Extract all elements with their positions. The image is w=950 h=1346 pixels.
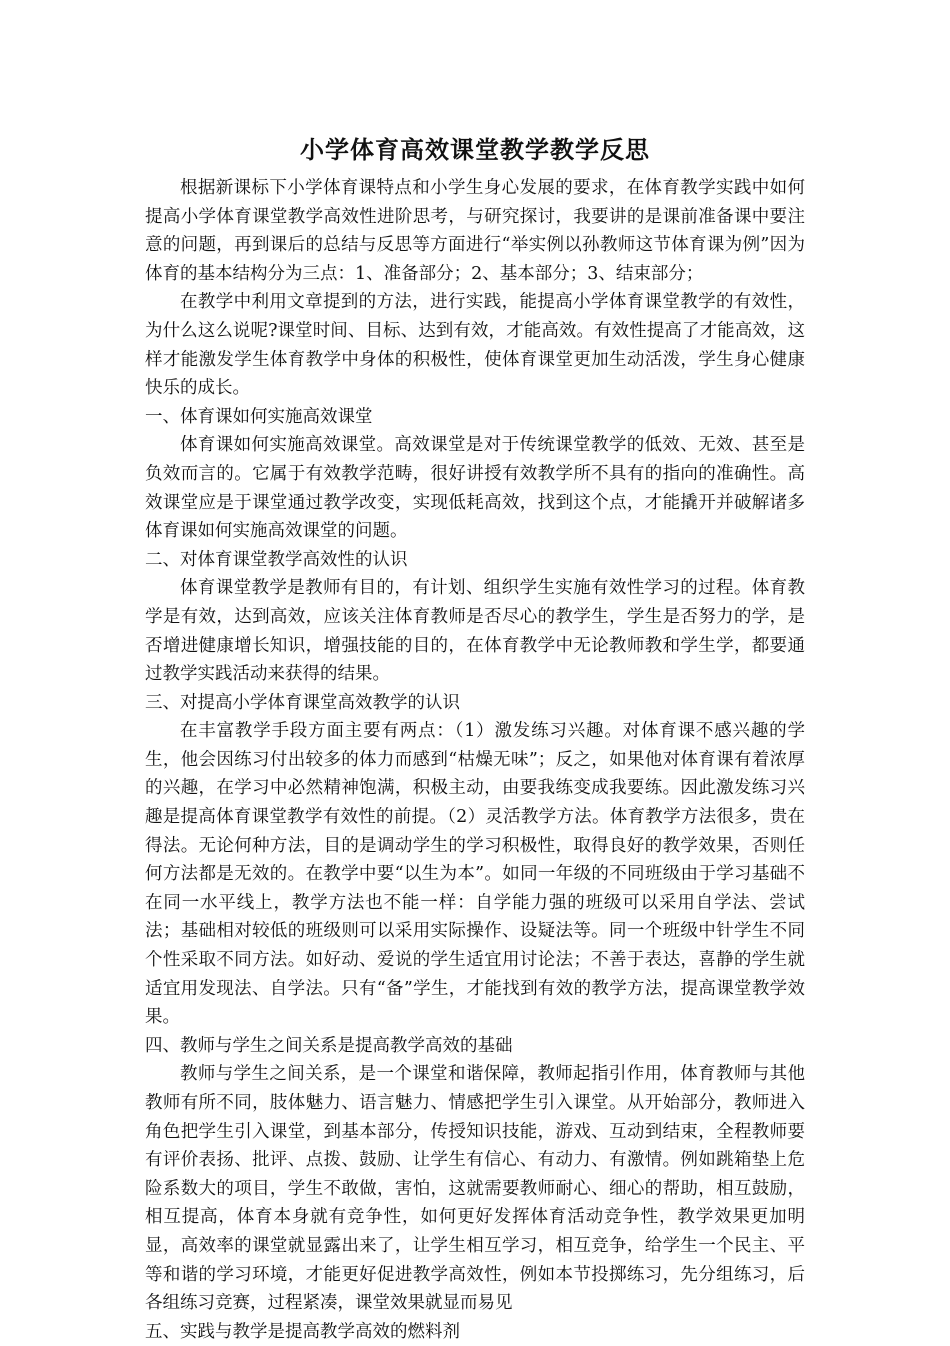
paragraph-section-3: 在丰富教学手段方面主要有两点：（1）激发练习兴趣。对体育课不感兴趣的学生，他会因练习付出较多的体力而感到“枯燥无味”；反之，如果他对体育课有着浓厚的兴趣，在学习中必然精神饱满，积极主动，由要我练变成我要练。因此激发练习兴趣是提高体育课堂教学有效性的前提。（2）灵活教学方法。体育教学方法很多，贵在得法。无论何种方法，目的是调动学生的学习积极性，取得良好的教学效果，否则任何方法都是无效的。在教学中要“以生为本”。如同一年级的不同班级由于学习基础不在同一水平线上，教学方法也不能一样：自学能力强的班级可以采用自学法、尝试法；基础相对较低的班级则可以采用实际操作、设疑法等。同一个班级中针学生不同个性采取不同方法。如好动、爱说的学生适宜用讨论法；不善于表达，喜静的学生就适宜用发现法、自学法。只有“备”学生，才能找到有效的教学方法，提高课堂教学效果。 [145,721,805,1028]
section-heading-5: 五、实践与教学是提高教学高效的燃料剂 [145,1321,460,1342]
document-body [145,126,805,1346]
paragraph-section-2: 体育课堂教学是教师有目的，有计划、组织学生实施有效性学习的过程。体育教学是有效，达到高效，应该关注体育教师是否尽心的教学生，学生是否努力的学，是否增进健康增长知识，增强技能的目的，在体育教学中无论教师教和学生学，都要通过教学实践活动来获得的结果。 [145,578,805,685]
paragraph-intro: 根据新课标下小学体育课特点和小学生身心发展的要求，在体育教学实践中如何提高小学体育课堂教学高效性进阶思考，与研究探讨，我要讲的是课前准备课中要注意的问题，再到课后的总结与反思等方面进行“举实例以孙教师这节体育课为例”因为体育的基本结构分为三点：1、准备部分；2、基本部分；3、结束部分； [145,178,805,284]
section-heading-4: 四、教师与学生之间关系是提高教学高效的基础 [145,1035,513,1056]
paragraph-practice: 在教学中利用文章提到的方法，进行实践，能提高小学体育课堂教学的有效性，为什么这么说呢?课堂时间、目标、达到有效，才能高效。有效性提高了才能高效，这样才能激发学生体育教学中身体的积极性，使体育课堂更加生动活泼，学生身心健康快乐的成长。 [145,292,805,399]
section-heading-1: 一、体育课如何实施高效课堂 [145,406,373,427]
section-heading-2: 二、对体育课堂教学高效性的认识 [145,549,408,570]
document-title: 小学体育高效课堂教学教学反思 [300,135,650,164]
paragraph-section-4: 教师与学生之间关系，是一个课堂和谐保障，教师起指引作用，体育教师与其他教师有所不同，肢体魅力、语言魅力、情感把学生引入课堂。从开始部分，教师进入角色把学生引入课堂，到基本部分，传授知识技能，游戏、互动到结束，全程教师要有评价表扬、批评、点拨、鼓励、让学生有信心、有动力、有激情。例如跳箱垫上危险系数大的项目，学生不敢做，害怕，这就需要教师耐心、细心的帮助，相互鼓励，相互提高，体育本身就有竞争性，如何更好发挥体育活动竞争性，教学效果更加明显，高效率的课堂就显露出来了，让学生相互学习，相互竞争，给学生一个民主、平等和谐的学习环境，才能更好促进教学高效性，例如本节投掷练习，先分组练习，后各组练习竞赛，过程紧凑，课堂效果就显而易见 [145,1064,805,1314]
section-heading-3: 三、对提高小学体育课堂高效教学的认识 [145,692,460,713]
paragraph-section-1: 体育课如何实施高效课堂。高效课堂是对于传统课堂教学的低效、无效、甚至是负效而言的。它属于有效教学范畴，很好讲授有效教学所不具有的指向的准确性。高效课堂应是于课堂通过教学改变，实现低耗高效，找到这个点，才能撬开并破解诸多体育课如何实施高效课堂的问题。 [145,435,805,542]
